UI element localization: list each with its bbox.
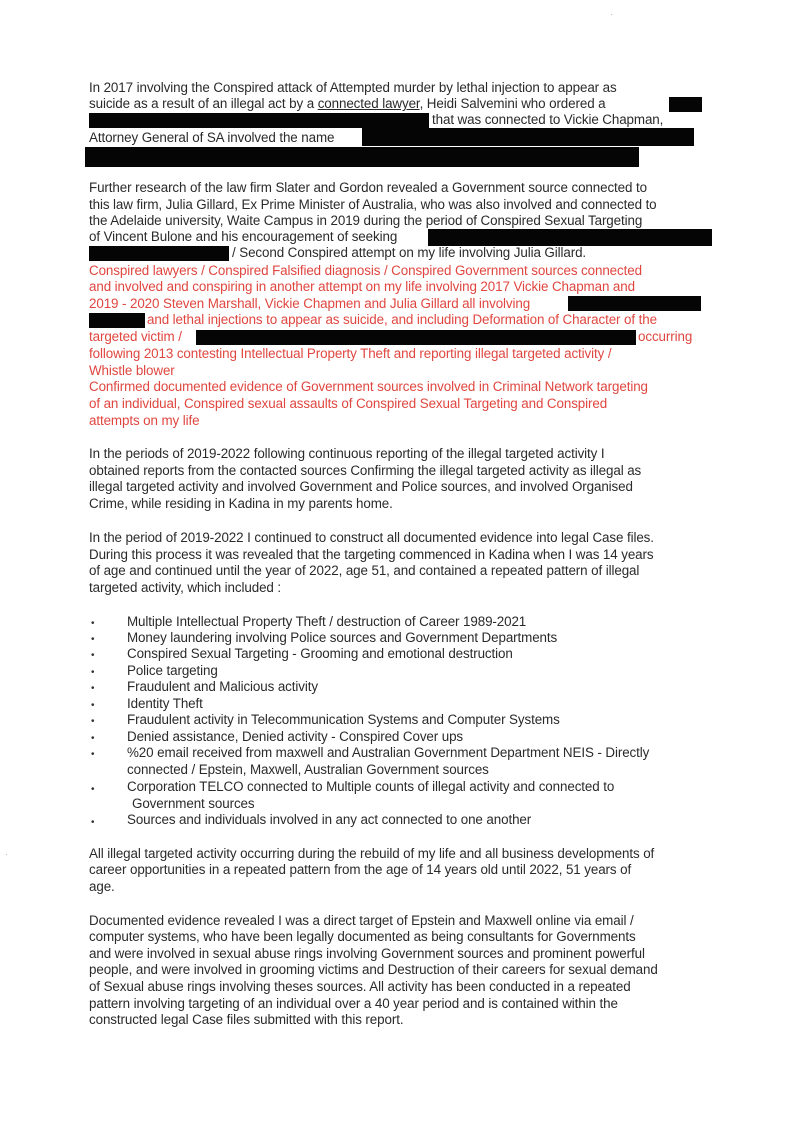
text-line: Attorney General of SA involved the name: [89, 130, 335, 145]
red-text-line: targeted victim /: [89, 329, 182, 344]
redaction-bar: [85, 147, 639, 167]
text-line: During this process it was revealed that the targeting commenced in Kadina when I was 14 years: [89, 547, 654, 562]
redaction-bar: [428, 229, 712, 246]
text-line: career opportunities in a repeated pattern from the age of 14 years old until 2022, 51 years of: [89, 862, 632, 877]
bullet-glyph: •: [91, 618, 95, 629]
text-line: constructed legal Case files submitted with this report.: [89, 1012, 404, 1027]
text-line: computer systems, who have been legally documented as being consultants for Governments: [89, 929, 636, 944]
bullet-glyph: •: [91, 749, 95, 760]
list-item: Fraudulent activity in Telecommunication Systems and Computer Systems: [127, 712, 560, 727]
redaction-bar: [89, 313, 145, 328]
text-line: the Adelaide university, Waite Campus in 2019 during the period of Conspired Sexual Targeting: [89, 213, 643, 228]
list-item: Identity Theft: [127, 696, 203, 711]
red-text-line: 2019 - 2020 Steven Marshall, Vickie Chapmen and Julia Gillard all involving: [89, 296, 531, 311]
text-line: suicide as a result of an illegal act by a connected lawyer, Heidi Salvemini who ordered a: [89, 96, 606, 111]
red-text-line: and lethal injections to appear as suicide, and including Deformation of Character of the: [147, 312, 657, 327]
text-line: obtained reports from the contacted sources Confirming the illegal targeted activity as illegal as: [89, 463, 642, 478]
text-line: of Vincent Bulone and his encouragement of seeking: [89, 229, 398, 244]
underlined-text: connected lawyer: [317, 96, 420, 111]
text-line: of Sexual abuse rings involving theses sources. All activity has been conducted in a repeated: [89, 979, 631, 994]
bullet-glyph: •: [91, 683, 95, 694]
list-item: Conspired Sexual Targeting - Grooming and emotional destruction: [127, 646, 513, 661]
bullet-glyph: •: [91, 634, 95, 645]
text-line: Crime, while residing in Kadina in my parents home.: [89, 496, 393, 511]
list-item-continuation: connected / Epstein, Maxwell, Australian Government sources: [127, 762, 489, 777]
redaction-bar: [196, 330, 636, 345]
text-line: / Second Conspired attempt on my life involving Julia Gillard.: [232, 245, 587, 260]
red-text-line: attempts on my life: [89, 413, 200, 428]
text-line: Documented evidence revealed I was a direct target of Epstein and Maxwell online via email /: [89, 913, 634, 928]
text-line: of age and continued until the year of 2022, age 51, and contained a repeated pattern of illegal: [89, 563, 640, 578]
bullet-glyph: •: [91, 650, 95, 661]
list-item: %20 email received from maxwell and Australian Government Department NEIS - Directly: [127, 745, 650, 760]
text-line: pattern involving targeting of an individual over a 40 year period and is contained within the: [89, 996, 618, 1011]
red-text-line: Conspired lawyers / Conspired Falsified diagnosis / Conspired Government sources connected: [89, 263, 642, 278]
text-line: In the period of 2019-2022 I continued to construct all documented evidence into legal Case files.: [89, 530, 654, 545]
list-item: Corporation TELCO connected to Multiple counts of illegal activity and connected to: [127, 779, 615, 794]
redaction-bar: [568, 296, 701, 311]
bullet-glyph: •: [91, 733, 95, 744]
text-line: age.: [89, 879, 115, 894]
red-text-line: following 2013 contesting Intellectual Property Theft and reporting illegal targeted activity /: [89, 346, 612, 361]
list-item: Police targeting: [127, 663, 218, 678]
bullet-glyph: •: [91, 700, 95, 711]
bullet-glyph: •: [91, 667, 95, 678]
list-item: Money laundering involving Police sources and Government Departments: [127, 630, 558, 645]
text-line: All illegal targeted activity occurring during the rebuild of my life and all business developments of: [89, 846, 655, 861]
red-text-line: Confirmed documented evidence of Government sources involved in Criminal Network targeting: [89, 379, 648, 394]
redaction-bar: [669, 97, 702, 112]
redaction-bar: [89, 113, 429, 128]
list-item: Multiple Intellectual Property Theft / destruction of Career 1989-2021: [127, 614, 527, 629]
red-text-line: of an individual, Conspired sexual assaults of Conspired Sexual Targeting and Conspired: [89, 396, 608, 411]
text-line: people, and were involved in grooming victims and Destruction of their careers for sexual demand: [89, 962, 658, 977]
text-line: this law firm, Julia Gillard, Ex Prime Minister of Australia, who was also involved and connected to: [89, 197, 657, 212]
red-text-line: and involved and conspiring in another attempt on my life involving 2017 Vickie Chapman and: [89, 279, 635, 294]
bullet-glyph: •: [91, 784, 95, 795]
scan-speck: ·: [5, 850, 8, 859]
red-text-line: occurring: [638, 329, 693, 344]
text-line: In the periods of 2019-2022 following continuous reporting of the illegal targeted activity I: [89, 446, 605, 461]
list-item: Fraudulent and Malicious activity: [127, 679, 318, 694]
text-line: that was connected to Vickie Chapman,: [432, 112, 664, 127]
red-text-line: Whistle blower: [89, 363, 175, 378]
text-line: targeted activity, which included :: [89, 580, 282, 595]
bullet-glyph: •: [91, 817, 95, 828]
list-item-continuation: Government sources: [132, 796, 255, 811]
redaction-bar: [362, 128, 694, 146]
redaction-bar: [89, 246, 229, 261]
text-line: and were involved in sexual abuse rings involving Government sources and prominent powerful: [89, 946, 645, 961]
text-line: Further research of the law firm Slater and Gordon revealed a Government source connected to: [89, 180, 647, 195]
list-item: Denied assistance, Denied activity - Conspired Cover ups: [127, 729, 464, 744]
list-item: Sources and individuals involved in any act connected to one another: [127, 812, 532, 827]
scan-speck: ·: [610, 10, 613, 19]
text-line: In 2017 involving the Conspired attack of Attempted murder by lethal injection to appear as: [89, 80, 617, 95]
text-line: illegal targeted activity and involved Government and Police sources, and involved Organised: [89, 479, 633, 494]
bullet-glyph: •: [91, 716, 95, 727]
